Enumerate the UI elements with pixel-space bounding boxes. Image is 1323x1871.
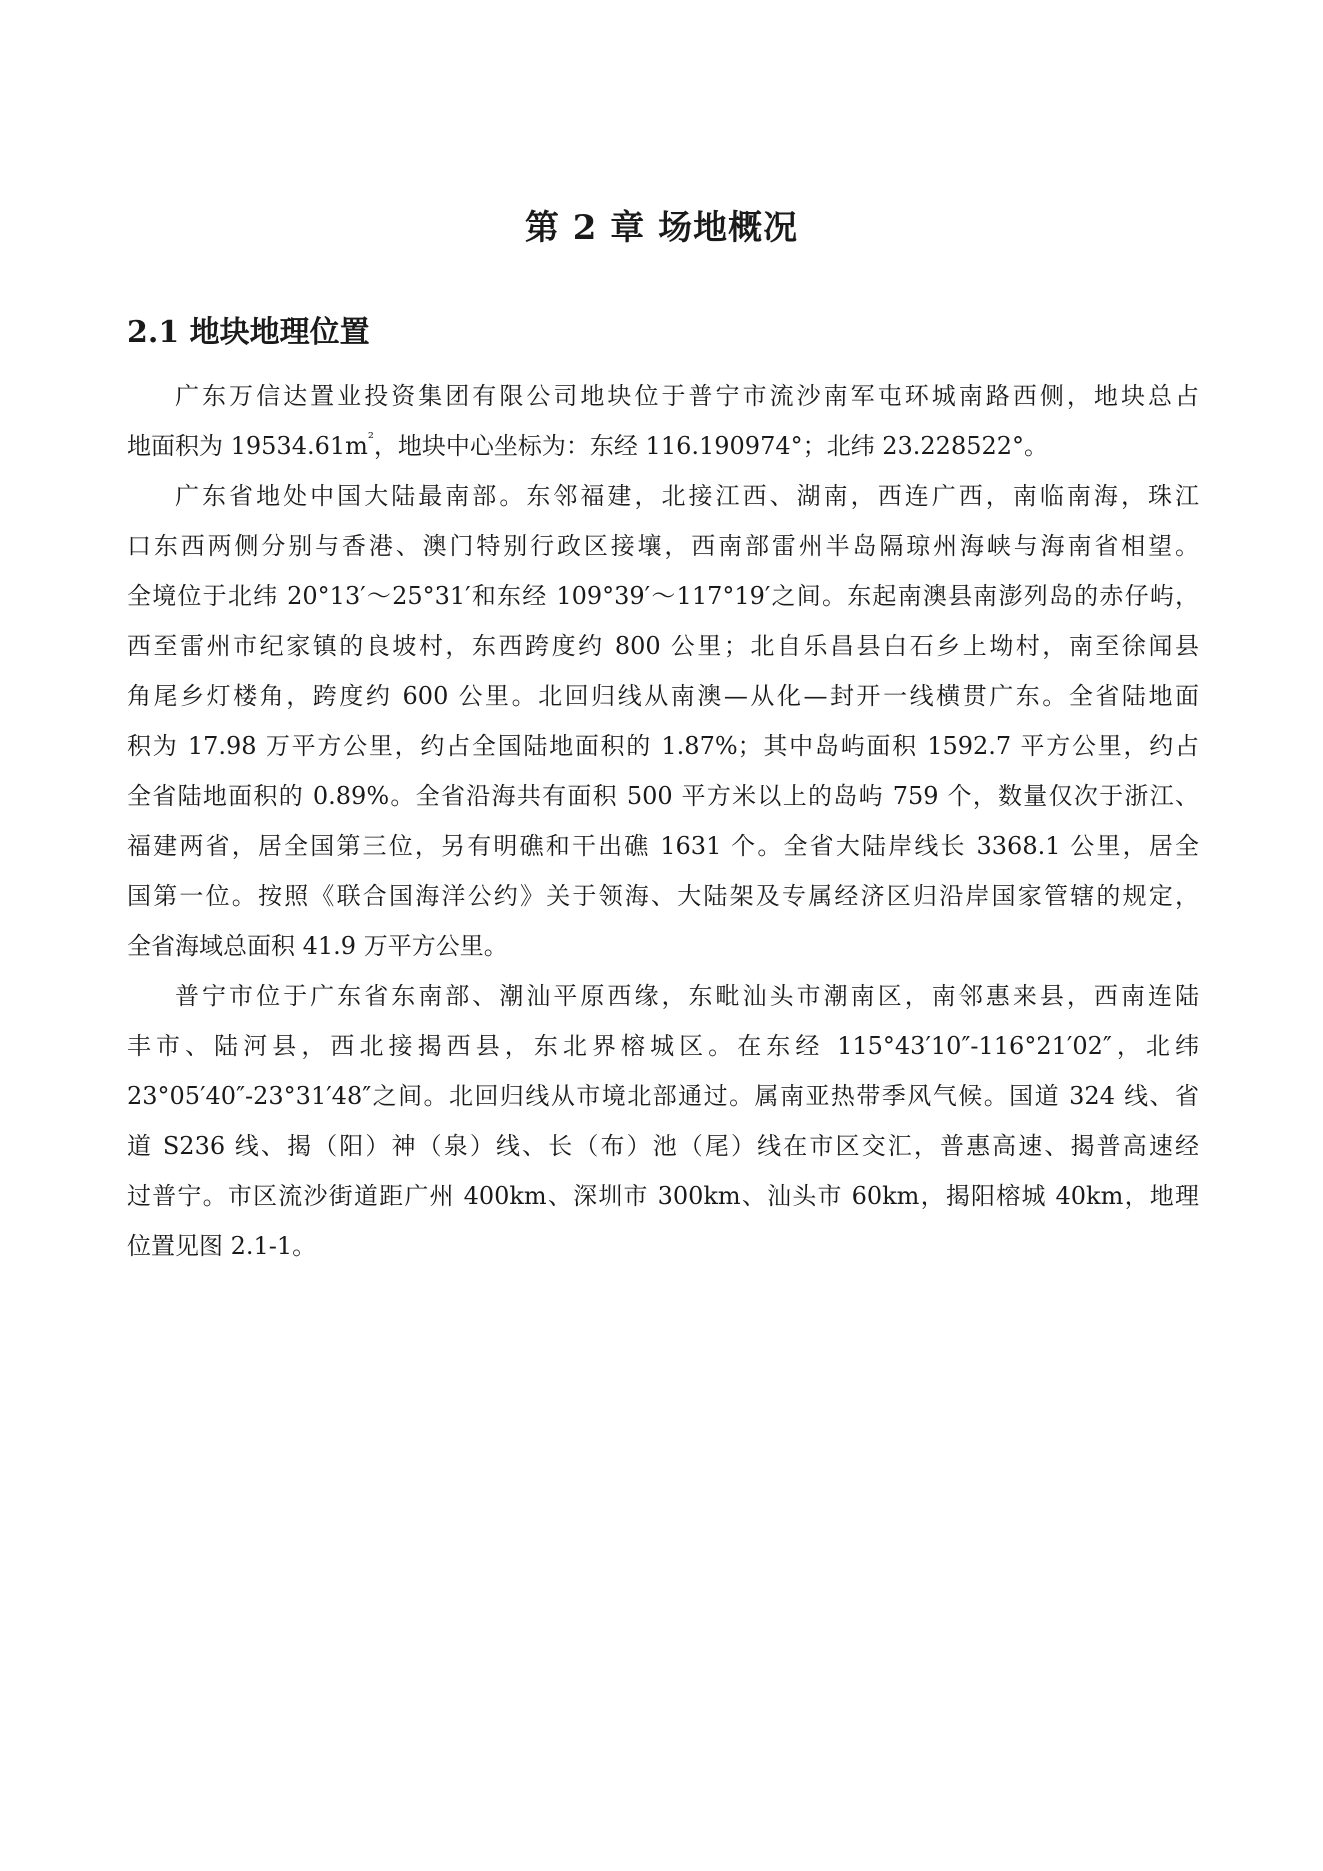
superscript: ²: [367, 429, 374, 447]
paragraph-site-location: [127, 371, 1199, 471]
text-line: 道 S236 线、揭（阳）神（泉）线、长（布）池（尾）线在市区交汇，普惠高速、揭普高速经: [127, 1132, 1199, 1160]
text-run: ，地块中心坐标为：东经 116.190974°；北纬 23.228522°。: [373, 432, 1049, 460]
paragraph-guangdong-overview: [127, 471, 1199, 971]
text-line: 福建两省，居全国第三位，另有明礁和干出礁 1631 个。全省大陆岸线长 3368.1 公里，居全: [127, 832, 1199, 860]
text-line: 丰市、陆河县，西北接揭西县，东北界榕城区。在东经 115°43′10″-116°21′02″，北纬: [127, 1032, 1199, 1060]
text-line: 过普宁。市区流沙街道距广州 400km、深圳市 300km、汕头市 60km，揭阳榕城 40km，地理: [127, 1182, 1199, 1210]
text-line: 全省陆地面积的 0.89%。全省沿海共有面积 500 平方米以上的岛屿 759 个，数量仅次于浙江、: [127, 782, 1199, 810]
text-run: 地面积为 19534.61m: [127, 432, 368, 460]
text-line: 普宁市位于广东省东南部、潮汕平原西缘，东毗汕头市潮南区，南邻惠来县，西南连陆: [175, 982, 1199, 1010]
text-line: 国第一位。按照《联合国海洋公约》关于领海、大陆架及专属经济区归沿岸国家管辖的规定，: [127, 882, 1199, 910]
text-line: 位置见图 2.1-1。: [127, 1232, 317, 1260]
chapter-title: 第 2 章 场地概况: [524, 208, 799, 248]
body-text: [127, 371, 1199, 1271]
text-line: 全省海域总面积 41.9 万平方公里。: [127, 932, 508, 960]
text-line: 角尾乡灯楼角，跨度约 600 公里。北回归线从南澳—从化—封开一线横贯广东。全省陆地面: [127, 682, 1199, 710]
text-line: 西至雷州市纪家镇的良坡村，东西跨度约 800 公里；北自乐昌县白石乡上坳村，南至徐闻县: [127, 632, 1199, 660]
section-heading: 2.1 地块地理位置: [127, 315, 370, 350]
text-line: 23°05′40″-23°31′48″之间。北回归线从市境北部通过。属南亚热带季风气候。国道 324 线、省: [127, 1082, 1199, 1110]
text-line: [127, 421, 1199, 471]
text-line: 广东万信达置业投资集团有限公司地块位于普宁市流沙南军屯环城南路西侧，地块总占: [175, 382, 1199, 410]
text-line: 广东省地处中国大陆最南部。东邻福建，北接江西、湖南，西连广西，南临南海，珠江: [175, 482, 1199, 510]
paragraph-puning-overview: [127, 971, 1199, 1271]
text-line: 积为 17.98 万平方公里，约占全国陆地面积的 1.87%；其中岛屿面积 1592.7 平方公里，约占: [127, 732, 1199, 760]
text-line: 全境位于北纬 20°13′～25°31′和东经 109°39′～117°19′之间。东起南澳县南澎列岛的赤仔屿，: [127, 582, 1199, 610]
text-line: 口东西两侧分别与香港、澳门特别行政区接壤，西南部雷州半岛隔琼州海峡与海南省相望。: [127, 532, 1199, 560]
